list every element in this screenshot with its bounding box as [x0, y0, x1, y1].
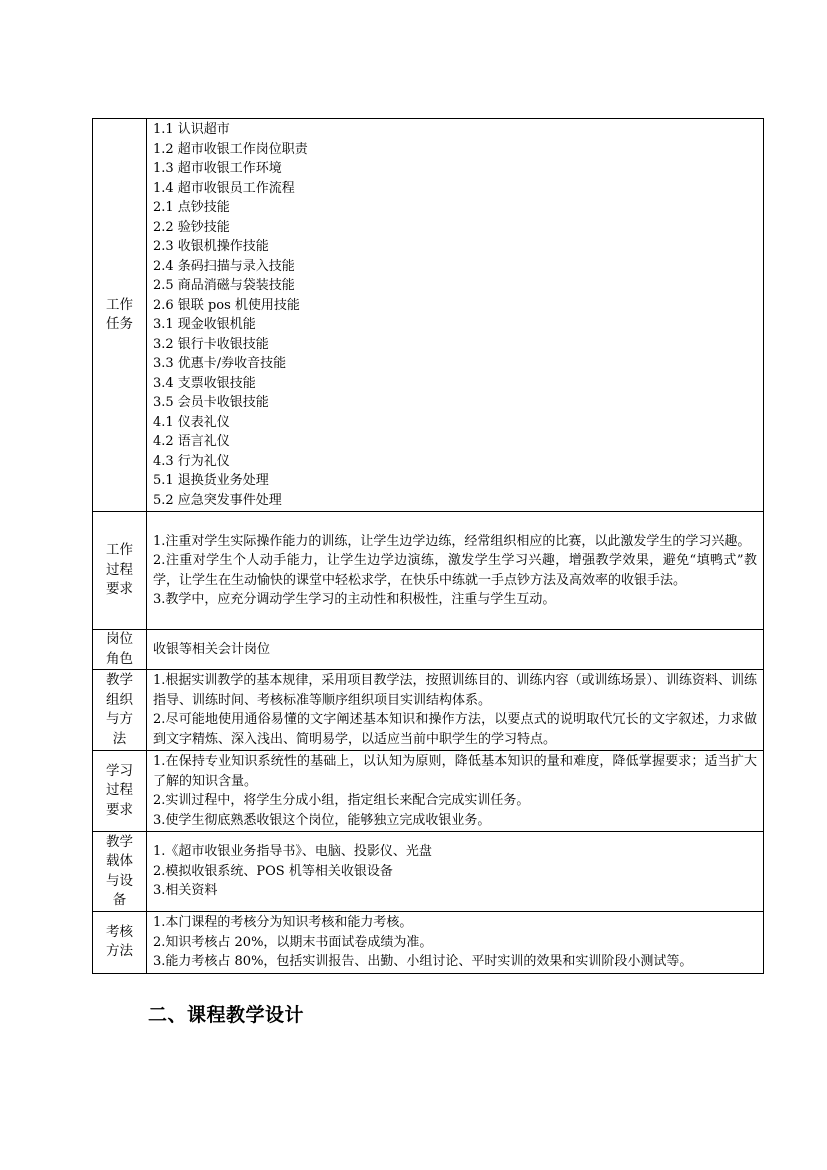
- table-row-work-tasks: [93, 119, 764, 512]
- task-item: 3.1 现金收银机能: [153, 317, 256, 332]
- table-row-position-role: [93, 630, 764, 670]
- task-item: 5.2 应急突发事件处理: [153, 492, 282, 508]
- method-paragraph: 2.尽可能地使用通俗易懂的文字阐述基本知识和操作方法，以要点式的说明取代冗长的文字叙述，力求做到文字精炼、深入浅出、简明易学，以适应当前中职学生的学习特点。: [153, 712, 757, 747]
- table-row-teaching-equipment: [93, 832, 764, 912]
- row-label: 工作 过程 要求: [106, 542, 133, 598]
- row-content-cell: [147, 630, 764, 670]
- row-label-cell: [93, 912, 147, 974]
- task-item: 3.5 会员卡收银技能: [153, 395, 269, 410]
- table-row-learning-process: [93, 751, 764, 832]
- learning-paragraph: 3.使学生彻底熟悉收银这个岗位，能够独立完成收银业务。: [153, 812, 491, 828]
- assessment-item: 1.本门课程的考核分为知识考核和能力考核。: [153, 915, 413, 930]
- task-item: 1.1 认识超市: [153, 122, 230, 137]
- row-label-cell: [93, 119, 147, 512]
- task-item: 3.2 银行卡收银技能: [153, 336, 269, 352]
- task-item: 2.5 商品消磁与袋装技能: [153, 278, 295, 293]
- task-item: 1.4 超市收银员工作流程: [153, 180, 295, 196]
- row-content-cell: [147, 119, 764, 512]
- equipment-item: 2.模拟收银系统、POS 机等相关收银设备: [153, 863, 393, 879]
- row-label-cell: [93, 670, 147, 751]
- task-item: 2.4 条码扫描与录入技能: [153, 258, 295, 274]
- task-item: 2.6 银联 pos 机使用技能: [153, 297, 300, 313]
- task-item: 3.4 支票收银技能: [153, 375, 256, 391]
- task-item: 2.3 收银机操作技能: [153, 239, 269, 254]
- equipment-item: 3.相关资料: [153, 883, 218, 899]
- learning-paragraph: 2.实训过程中，将学生分成小组，指定组长来配合完成实训任务。: [153, 793, 530, 808]
- task-item: 5.1 退换货业务处理: [153, 473, 269, 488]
- row-label-cell: [93, 832, 147, 912]
- task-item: 2.1 点钞技能: [153, 200, 230, 215]
- task-item: 1.2 超市收银工作岗位职责: [153, 141, 308, 157]
- row-label-cell: [93, 512, 147, 630]
- equipment-item: 1.《超市收银业务指导书》、电脑、投影仪、光盘: [153, 844, 432, 860]
- task-item: 4.1 仪表礼仪: [153, 414, 230, 430]
- row-label: 教学 组织 与方 法: [106, 672, 133, 747]
- role-text: 收银等相关会计岗位: [153, 641, 271, 657]
- table-row-teaching-method: [93, 670, 764, 751]
- row-label: 教学 载体 与设 备: [106, 833, 133, 908]
- assessment-item: 3.能力考核占 80%，包括实训报告、出勤、小组讨论、平时实训的效果和实训阶段小测试等。: [153, 954, 693, 969]
- requirement-paragraph: 1.注重对学生实际操作能力的训练，让学生边学边练，经常组织相应的比赛，以此激发学生的学习兴趣。: [153, 533, 751, 549]
- row-label: 工作 任务: [106, 296, 133, 332]
- row-label: 考核 方法: [106, 923, 133, 960]
- row-label: 学习 过程 要求: [106, 762, 133, 818]
- requirement-paragraph: 3.教学中，应充分调动学生学习的主动性和积极性，注重与学生互动。: [153, 592, 556, 607]
- method-paragraph: 1.根据实训教学的基本规律，采用项目教学法，按照训练目的、训练内容（或训练场景）、训练资料、训练指导、训练时间、考核标准等顺序组织项目实训结构体系。: [153, 673, 757, 708]
- task-item: 3.3 优惠卡/券收音技能: [153, 356, 287, 371]
- row-content-cell: [147, 912, 764, 974]
- row-label-cell: [93, 751, 147, 832]
- course-info-table: [92, 118, 764, 974]
- table-row-assessment: [93, 912, 764, 974]
- task-item: 4.2 语言礼仪: [153, 434, 230, 449]
- task-item: 1.3 超市收银工作环境: [153, 161, 282, 176]
- table-row-work-process: [93, 512, 764, 630]
- learning-paragraph: 1.在保持专业知识系统性的基础上，以认知为原则，降低基本知识的量和难度，降低掌握要求；适当扩大了解的知识含量。: [153, 754, 757, 789]
- task-item: 2.2 验钞技能: [153, 219, 230, 235]
- task-item: 4.3 行为礼仪: [153, 453, 230, 469]
- row-content-cell: [147, 512, 764, 630]
- requirement-paragraph: 2.注重对学生个人动手能力，让学生边学边演练，激发学生学习兴趣，增强教学效果，避免“填鸭式”教学，让学生在生动愉快的课堂中轻松求学，在快乐中练就一手点钞方法及高效率的收银手法。: [153, 553, 757, 588]
- row-content-cell: [147, 751, 764, 832]
- section-heading: 二、课程教学设计: [148, 1004, 305, 1026]
- row-content-cell: [147, 832, 764, 912]
- row-label-cell: [93, 630, 147, 670]
- row-content-cell: [147, 670, 764, 751]
- row-label: 岗位 角色: [106, 631, 133, 667]
- assessment-item: 2.知识考核占 20%，以期末书面试卷成绩为准。: [153, 934, 433, 950]
